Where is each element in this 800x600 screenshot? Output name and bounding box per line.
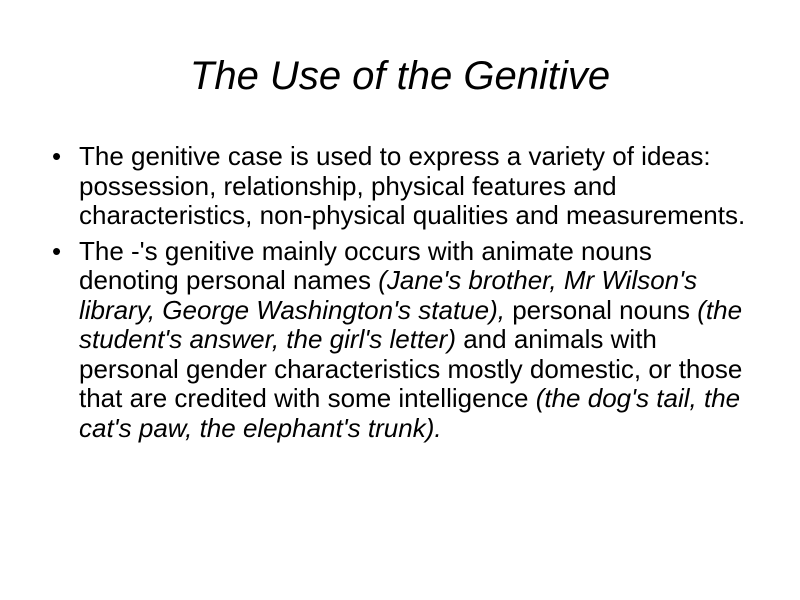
bullet-text: The genitive case is used to express a variety of ideas: possession, relationship, physical features and characteristics, non-physical qualities and measurements.: [79, 141, 746, 230]
bullet-marker: •: [52, 235, 62, 266]
bullet-text: The -'s genitive mainly occurs with animate nouns denoting personal names: [79, 235, 652, 295]
bullet-marker: •: [52, 141, 62, 171]
example-personal-names: (Jane's brother, Mr Wilson's library, George Washington's statue),: [79, 265, 698, 325]
slide-title: The Use of the Genitive: [189, 54, 611, 98]
example-animals: (the dog's tail, the cat's paw, the elephant's trunk).: [79, 383, 741, 443]
bullet-list: [52, 142, 752, 449]
bullet-item-s-genitive: [52, 237, 752, 444]
example-personal-nouns: (the student's answer, the girl's letter): [79, 294, 743, 354]
bullet-item-genitive-case: [52, 142, 752, 231]
bullet-text: personal nouns: [504, 294, 698, 325]
bullet-text: and animals with personal gender characteristics mostly domestic, or those that are credited with some intelligence: [79, 324, 743, 413]
